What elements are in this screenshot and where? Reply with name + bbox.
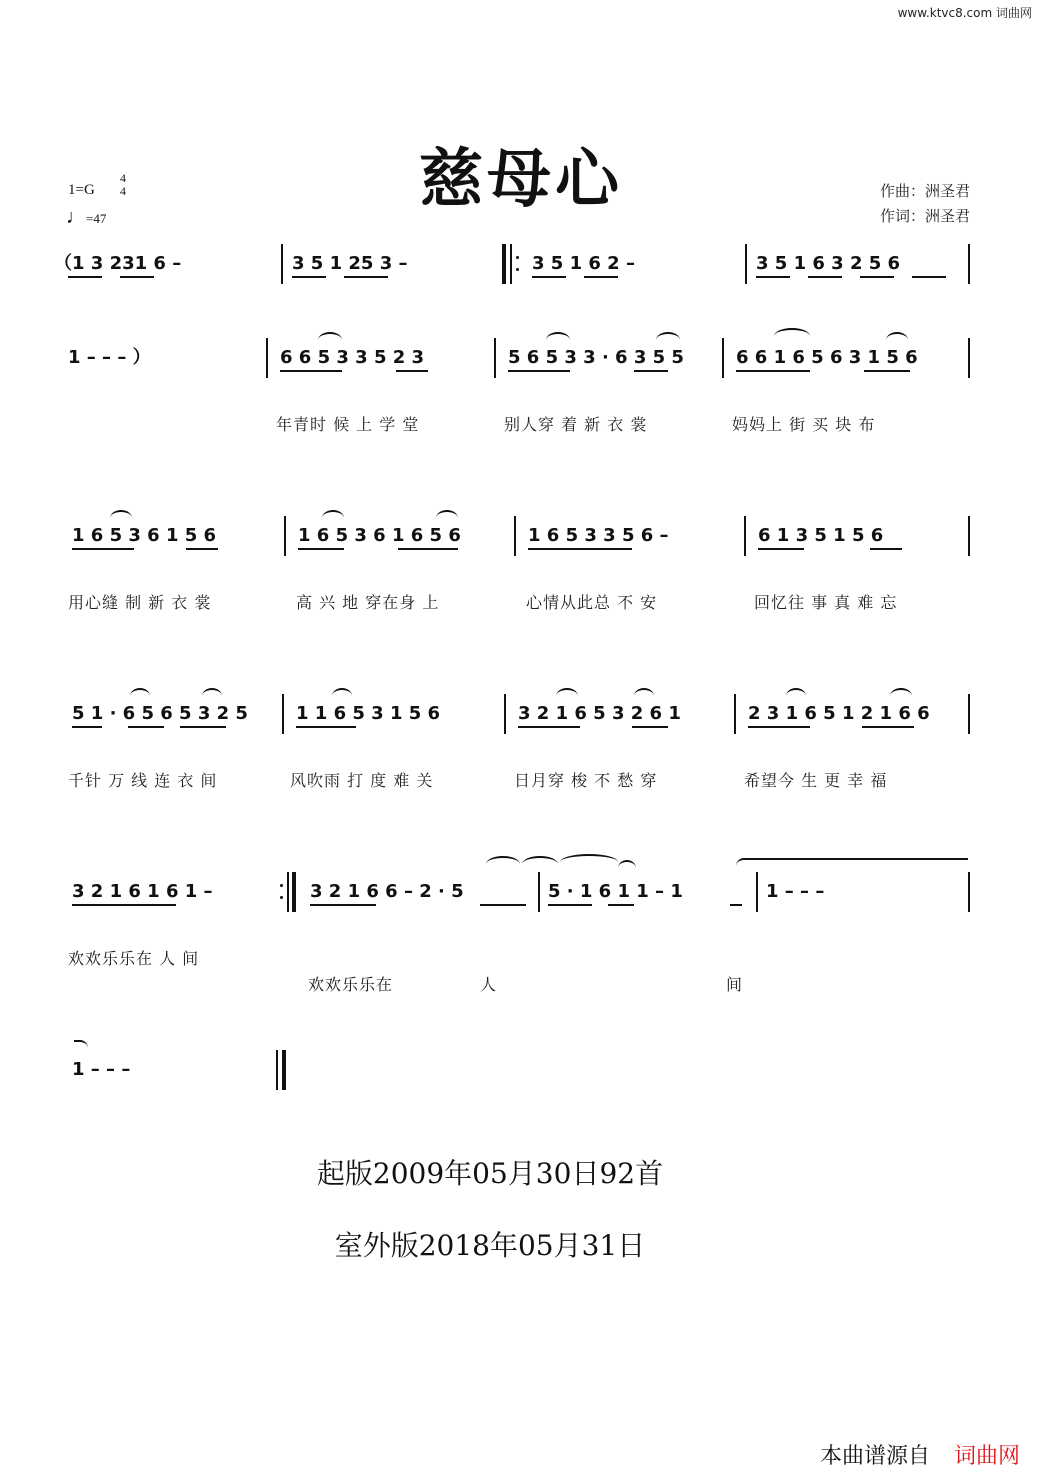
measure-5-2: 3 2 1 6 6 – 2 · 5 (310, 881, 464, 902)
measure-5-1: 3 2 1 6 1 6 1 – (72, 881, 213, 902)
slur-mark (656, 332, 680, 340)
underline (128, 726, 164, 728)
repeat-dot (280, 896, 283, 899)
slur-mark (634, 688, 654, 696)
underline (864, 370, 910, 372)
underline (730, 904, 742, 906)
underline (912, 276, 946, 278)
measure-2-3: 5 6 5 3 3 · 6 3 5 5 (508, 347, 684, 368)
underline (68, 276, 102, 278)
measure-1-1: （1 3 231 6 – (54, 253, 182, 274)
barline (281, 244, 283, 284)
measure-3-2: 1 6 5 3 6 1 6 5 6 (298, 525, 461, 546)
barline (968, 872, 970, 912)
barline (494, 338, 496, 378)
underline (280, 370, 342, 372)
underline (870, 548, 902, 550)
barline (538, 872, 540, 912)
barline (968, 694, 970, 734)
slur-mark (436, 510, 458, 518)
edition-note-2: 室外版2018年05月31日 (334, 1229, 646, 1262)
repeat-dot (516, 256, 519, 259)
repeat-start-barline (502, 244, 506, 284)
measure-2-4: 6 6 1 6 5 6 3 1 5 6 (736, 347, 918, 368)
time-signature-top: 4 (120, 171, 126, 185)
slur-mark (618, 860, 636, 868)
footer-source-label: 本曲谱源自 (819, 1444, 930, 1469)
barline (276, 1050, 278, 1090)
barline (510, 244, 512, 284)
underline (758, 548, 804, 550)
lyric-5-1: 欢欢乐乐在 人 间 (68, 949, 200, 968)
slur-mark (556, 688, 578, 696)
underline (72, 726, 102, 728)
underline (480, 904, 526, 906)
underline (186, 548, 218, 550)
underline (508, 370, 570, 372)
tempo-marking (66, 206, 106, 229)
barline (968, 338, 970, 378)
time-signature-bottom: 4 (120, 184, 126, 198)
repeat-end-barline (292, 872, 296, 912)
underline (862, 726, 914, 728)
measure-4-2: 1 1 6 5 3 1 5 6 (296, 703, 441, 724)
slur-mark (332, 688, 352, 696)
slur-mark (486, 856, 520, 864)
barline (968, 516, 970, 556)
measure-1-4: 3 5 1 6 3 2 5 6 (756, 253, 901, 274)
site-watermark: www.ktvc8.com 词曲网 (897, 6, 1032, 20)
underline (396, 370, 428, 372)
barline (282, 694, 284, 734)
underline (756, 276, 790, 278)
barline (745, 244, 747, 284)
lyric-5-2c: 间 (726, 975, 744, 994)
underline (548, 904, 592, 906)
barline (722, 338, 724, 378)
lyric-2-1: 年青时 候 上 学 堂 (276, 415, 420, 434)
repeat-dot (280, 884, 283, 887)
key-signature: 1=G (68, 182, 95, 198)
underline (344, 276, 388, 278)
underline (528, 548, 632, 550)
footer-site-link[interactable]: 词曲网 (953, 1444, 1020, 1469)
slur-mark (774, 328, 810, 336)
measure-3-4: 6 1 3 5 1 5 6 (758, 525, 884, 546)
lyric-2-3: 妈妈上 街 买 块 布 (732, 415, 876, 434)
score-line-5 (0, 872, 1042, 912)
barline (756, 872, 758, 912)
lyric-5-2a: 欢欢乐乐在 (308, 975, 394, 994)
slur-mark (318, 332, 342, 340)
underline (736, 370, 810, 372)
measure-2-2: 6 6 5 3 3 5 2 3 (280, 347, 425, 368)
lyric-4-2: 风吹雨 打 度 难 关 (290, 771, 434, 790)
underline (72, 548, 134, 550)
score-line-1 (0, 244, 1042, 284)
underline (808, 276, 842, 278)
underline (608, 904, 634, 906)
slur-mark (890, 688, 912, 696)
lyric-3-3: 心情从此总 不 安 (526, 593, 658, 612)
barline (284, 516, 286, 556)
measure-5-3: 5 · 1 6 1 1 – 1 (548, 881, 683, 902)
composer-credit: 作曲：洲圣君 (879, 182, 970, 200)
underline (634, 370, 668, 372)
lyric-4-4: 希望今 生 更 幸 福 (744, 771, 888, 790)
barline (266, 338, 268, 378)
underline (120, 276, 154, 278)
lyricist-credit: 作词：洲圣君 (879, 207, 970, 225)
measure-3-3: 1 6 5 3 3 5 6 – (528, 525, 669, 546)
barline (968, 244, 970, 284)
slur-mark (560, 854, 618, 862)
underline (296, 726, 356, 728)
lyric-4-1: 千针 万 线 连 衣 间 (68, 771, 218, 790)
tempo-value: =47 (86, 211, 107, 226)
barline (744, 516, 746, 556)
underline (632, 726, 668, 728)
slur-mark (322, 510, 344, 518)
lyric-3-1: 用心缝 制 新 衣 裳 (68, 593, 212, 612)
song-title: 慈母心 (419, 142, 623, 217)
final-barline (282, 1050, 286, 1090)
slur-mark (130, 688, 150, 696)
measure-4-4: 2 3 1 6 5 1 2 1 6 6 (748, 703, 930, 724)
lyric-2-2: 别人穿 着 新 衣 裳 (504, 415, 648, 434)
underline (584, 276, 618, 278)
tie-mark (736, 858, 968, 866)
measure-1-3: 3 5 1 6 2 – (532, 253, 635, 274)
quarter-note-icon: ♩ (66, 206, 86, 228)
barline (504, 694, 506, 734)
underline (292, 276, 326, 278)
measure-1-2: 3 5 1 25 3 – (292, 253, 408, 274)
lyric-3-4: 回忆往 事 真 难 忘 (754, 593, 898, 612)
tie-mark (74, 1040, 88, 1048)
underline (748, 726, 810, 728)
score-line-3 (0, 516, 1042, 556)
underline (310, 904, 376, 906)
measure-2-1: 1 – – – ） (68, 347, 151, 368)
underline (180, 726, 226, 728)
measure-5-4: 1 – – – (766, 881, 825, 902)
barline (514, 516, 516, 556)
underline (532, 276, 566, 278)
measure-4-1: 5 1 · 6 5 6 5 3 2 5 (72, 703, 248, 724)
slur-mark (546, 332, 570, 340)
score-line-4 (0, 694, 1042, 734)
lyric-5-2b: 人 (480, 975, 498, 994)
repeat-dot (516, 268, 519, 271)
slur-mark (110, 510, 132, 518)
measure-4-3: 3 2 1 6 5 3 2 6 1 (518, 703, 681, 724)
underline (72, 904, 176, 906)
barline (287, 872, 289, 912)
underline (398, 548, 458, 550)
score-line-6 (0, 1050, 1042, 1090)
measure-6-1: 1 – – – (72, 1059, 131, 1080)
lyric-4-3: 日月穿 梭 不 愁 穿 (514, 771, 658, 790)
slur-mark (886, 332, 908, 340)
underline (860, 276, 894, 278)
time-signature (120, 172, 126, 198)
slur-mark (786, 688, 806, 696)
edition-note-1: 起版2009年05月30日92首 (316, 1157, 664, 1190)
slur-mark (522, 856, 558, 864)
barline (734, 694, 736, 734)
underline (518, 726, 580, 728)
measure-3-1: 1 6 5 3 6 1 5 6 (72, 525, 217, 546)
score-line-2 (0, 338, 1042, 378)
slur-mark (202, 688, 222, 696)
lyric-3-2: 高 兴 地 穿在身 上 (296, 593, 440, 612)
underline (298, 548, 344, 550)
